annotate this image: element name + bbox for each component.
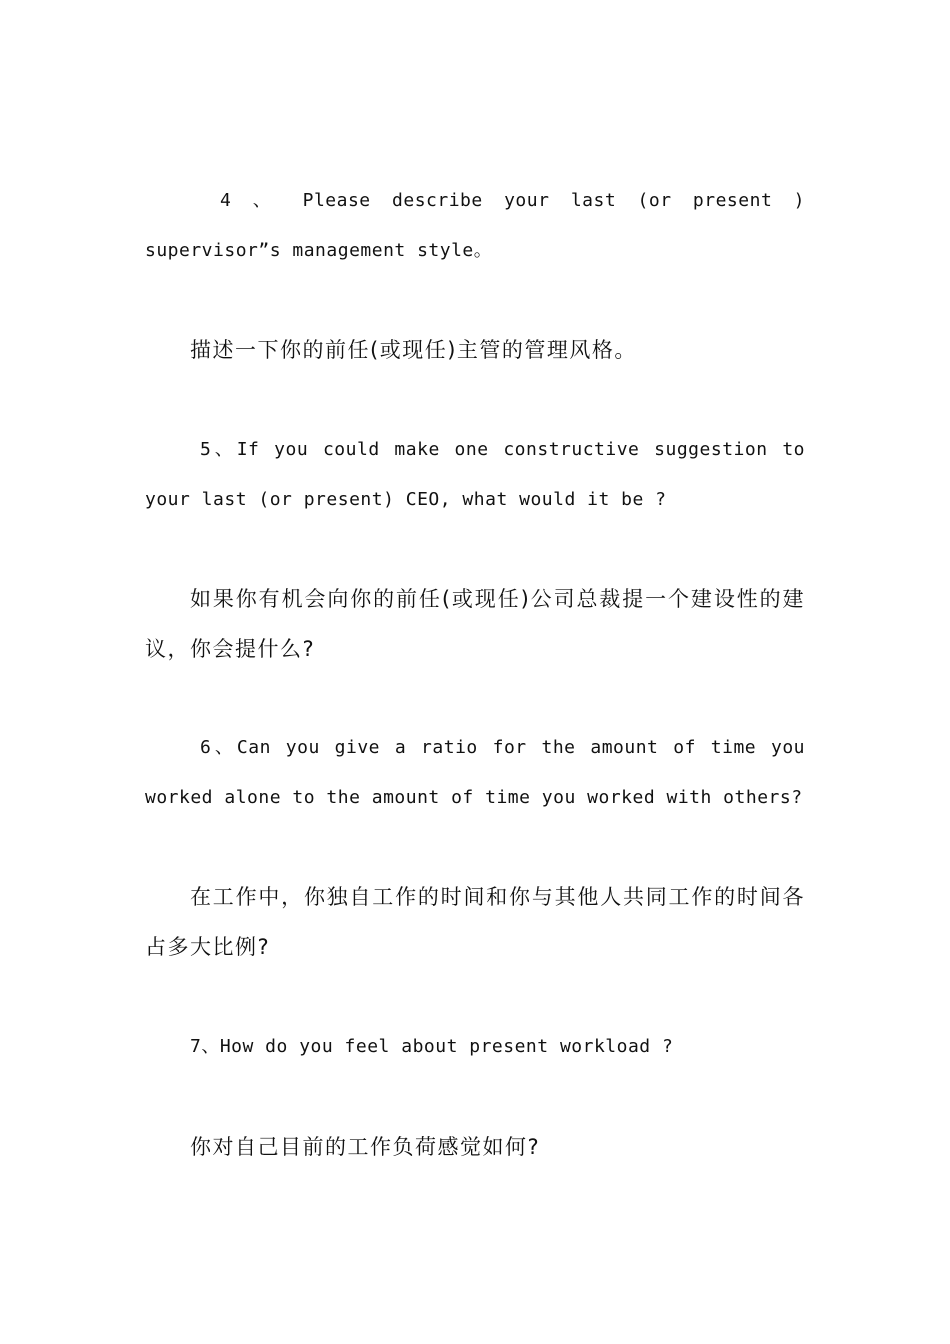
question-6-chinese-line-2: 占多大比例? — [145, 935, 271, 959]
question-5-chinese-line-1: 如果你有机会向你的前任(或现任)公司总裁提一个建设性的建 — [190, 587, 805, 611]
question-7-english-line-1: 7、How do you feel about present workload ? — [190, 1036, 674, 1057]
question-5-english-line-2: your last (or present) CEO, what would it be ? — [145, 489, 667, 510]
question-4-english-line-1: 4 、 Please describe your last (or present ) — [220, 190, 805, 211]
question-4-chinese-line-1: 描述一下你的前任(或现任)主管的管理风格。 — [190, 338, 637, 362]
question-5-english-line-1: 5、If you could make one constructive suggestion to — [200, 439, 805, 460]
question-6-english-line-1: 6、Can you give a ratio for the amount of time you — [200, 737, 805, 758]
question-4-english-line-2: supervisor”s management style。 — [145, 240, 493, 261]
question-6-english-line-2: worked alone to the amount of time you worked with others? — [145, 787, 803, 808]
question-6-chinese-line-1: 在工作中，你独自工作的时间和你与其他人共同工作的时间各 — [190, 885, 805, 909]
question-7-chinese-line-1: 你对自己目前的工作负荷感觉如何? — [190, 1135, 541, 1159]
question-5-chinese-line-2: 议，你会提什么? — [145, 637, 316, 661]
